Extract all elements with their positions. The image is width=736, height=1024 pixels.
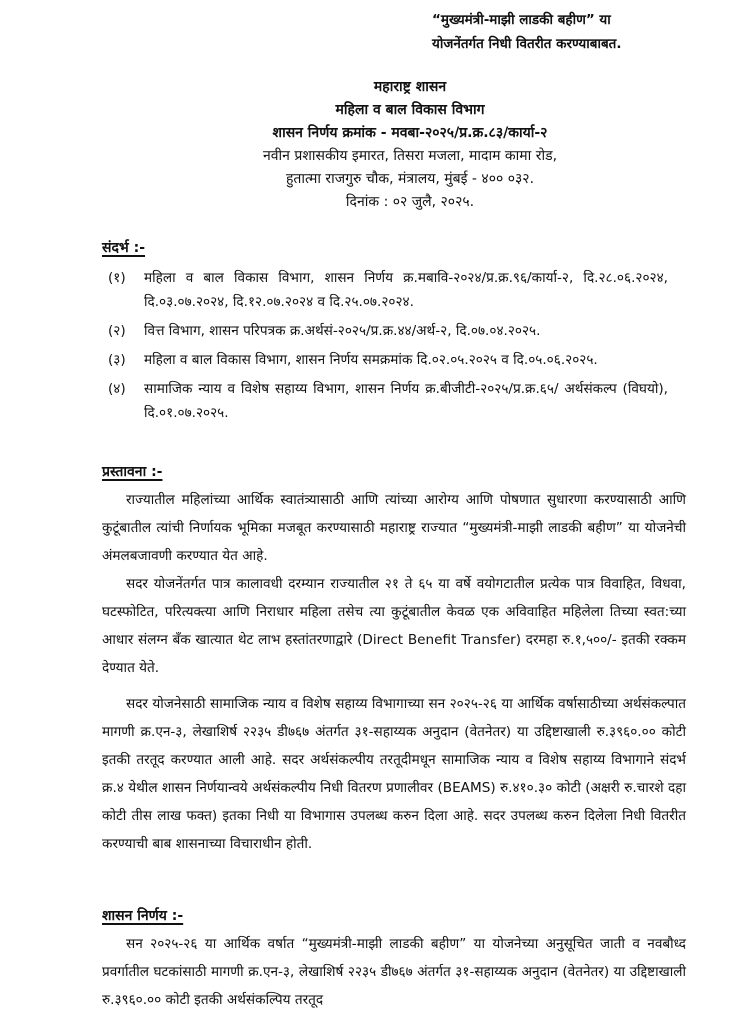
government-name: महाराष्ट्र शासन <box>373 79 447 95</box>
address-line-1: नवीन प्रशासकीय इमारत, तिसरा मजला, मादाम कामा रोड, <box>262 148 558 164</box>
reference-text: वित्त विभाग, शासन परिपत्रक क्र.अर्थसं-२०२५/प्र.क्र.४४/अर्थ-२, दि.०७.०४.२०२५. <box>144 323 541 339</box>
decision-heading: शासन निर्णय :- <box>102 908 184 924</box>
reference-number: (१) <box>108 270 126 286</box>
references-list <box>108 266 668 430</box>
reference-item <box>108 319 668 343</box>
subject-line-1: “मुख्यमंत्री-माझी लाडकी बहीण” या <box>432 12 611 28</box>
document-header <box>150 76 670 214</box>
decision-paragraph-1: सन २०२५-२६ या आर्थिक वर्षात “मुख्यमंत्री-माझी लाडकी बहीण” या योजनेच्या अनुसूचित जाती व नवबौध्द प्रवर्गातील घटकांसाठी मागणी क्र.एन-३, लेखाशिर्ष २२३५ डी७६७ अंतर्गत ३१-सहाय्यक अनुदान (वेतनेतर) या उद्दिष्टाखाली रु.३९६०.०० कोटी इतकी अर्थसंकल्पिय तरतूद <box>102 936 686 1008</box>
reference-text: महिला व बाल विकास विभाग, शासन निर्णय समक्रमांक दि.०२.०५.२०२५ व दि.०५.०६.२०२५. <box>144 352 598 368</box>
reference-number: (२) <box>108 323 126 339</box>
document-date: दिनांक : ०२ जुलै, २०२५. <box>345 194 475 210</box>
references-heading: संदर्भ :- <box>102 240 146 256</box>
reference-text: महिला व बाल विकास विभाग, शासन निर्णय क्र.मबावि-२०२४/प्र.क्र.९६/कार्या-२, दि.२८.०६.२०२४, दि.०३.०७.२०२४, दि.१२.०७.२०२४ व दि.२५.०७.२०२४. <box>144 270 668 310</box>
reference-item <box>108 348 668 372</box>
preamble-paragraph-2: सदर योजनेंतर्गत पात्र कालावधी दरम्यान राज्यातील २१ ते ६५ या वर्षे वयोगटातील प्रत्येक पात्र विवाहित, विधवा, घटस्फोटित, परित्यक्त्या आणि निराधार महिला तसेच त्या कुटूंबातील केवळ एक अविवाहित महिलेला तिच्या स्वत:च्या आधार संलग्न बँक खात्यात थेट लाभ हस्तांतरणाद्वारे (Direct Benefit Transfer) दरमहा रु.१,५००/- इतकी रक्कम देण्यात येते. <box>102 576 686 676</box>
department-name: महिला व बाल विकास विभाग <box>335 102 485 118</box>
address-line-2: हुतात्मा राजगुरु चौक, मंत्रालय, मुंबई - ४०० ०३२. <box>285 171 535 187</box>
subject-line-2: योजनेंतर्गत निधी वितरीत करण्याबाबत. <box>432 36 622 52</box>
subject-block <box>432 8 722 56</box>
reference-item <box>108 266 668 314</box>
reference-item <box>108 377 668 425</box>
reference-text: सामाजिक न्याय व विशेष सहाय्य विभाग, शासन निर्णय क्र.बीजीटी-२०२५/प्र.क्र.६५/ अर्थसंकल्प (विघयो), दि.०१.०७.२०२५. <box>144 381 668 421</box>
gr-number: शासन निर्णय क्रमांक - मवबा-२०२५/प्र.क्र.८३/कार्या-२ <box>272 125 548 141</box>
preamble-paragraph-3: सदर योजनेसाठी सामाजिक न्याय व विशेष सहाय्य विभागाच्या सन २०२५-२६ या आर्थिक वर्षासाठीच्या अर्थसंकल्पात मागणी क्र.एन-३, लेखाशिर्ष २२३५ डी७६७ अंतर्गत ३१-सहाय्यक अनुदान (वेतनेतर) या उद्दिष्टाखाली रु.३९६०.०० कोटी इतकी तरतूद करण्यात आली आहे. सदर अर्थसंकल्पीय तरतूदीमधून सामाजिक न्याय व विशेष सहाय्य विभागाने संदर्भ क्र.४ येथील शासन निर्णयान्वये अर्थसंकल्पीय निधी वितरण प्रणालीवर (BEAMS) रु.४१०.३० कोटी (अक्षरी रु.चारशे दहा कोटी तीस लाख फक्त) इतका निधी या विभागास उपलब्ध करुन दिला आहे. सदर उपलब्ध करुन दिलेला निधी वितरीत करण्याची बाब शासनाच्या विचाराधीन होती. <box>102 696 686 852</box>
reference-number: (३) <box>108 352 126 368</box>
preamble-heading: प्रस्तावना :- <box>102 464 163 480</box>
preamble-paragraph-1: राज्यातील महिलांच्या आर्थिक स्वातंत्र्यासाठी आणि त्यांच्या आरोग्य आणि पोषणात सुधारणा करण्यासाठी आणि कुटूंबातील त्यांची निर्णायक भूमिका मजबूत करण्यासाठी महाराष्ट्र राज्यात “मुख्यमंत्री-माझी लाडकी बहीण” या योजनेची अंमलबजावणी करण्यात येत आहे. <box>102 492 686 564</box>
reference-number: (४) <box>108 381 126 397</box>
